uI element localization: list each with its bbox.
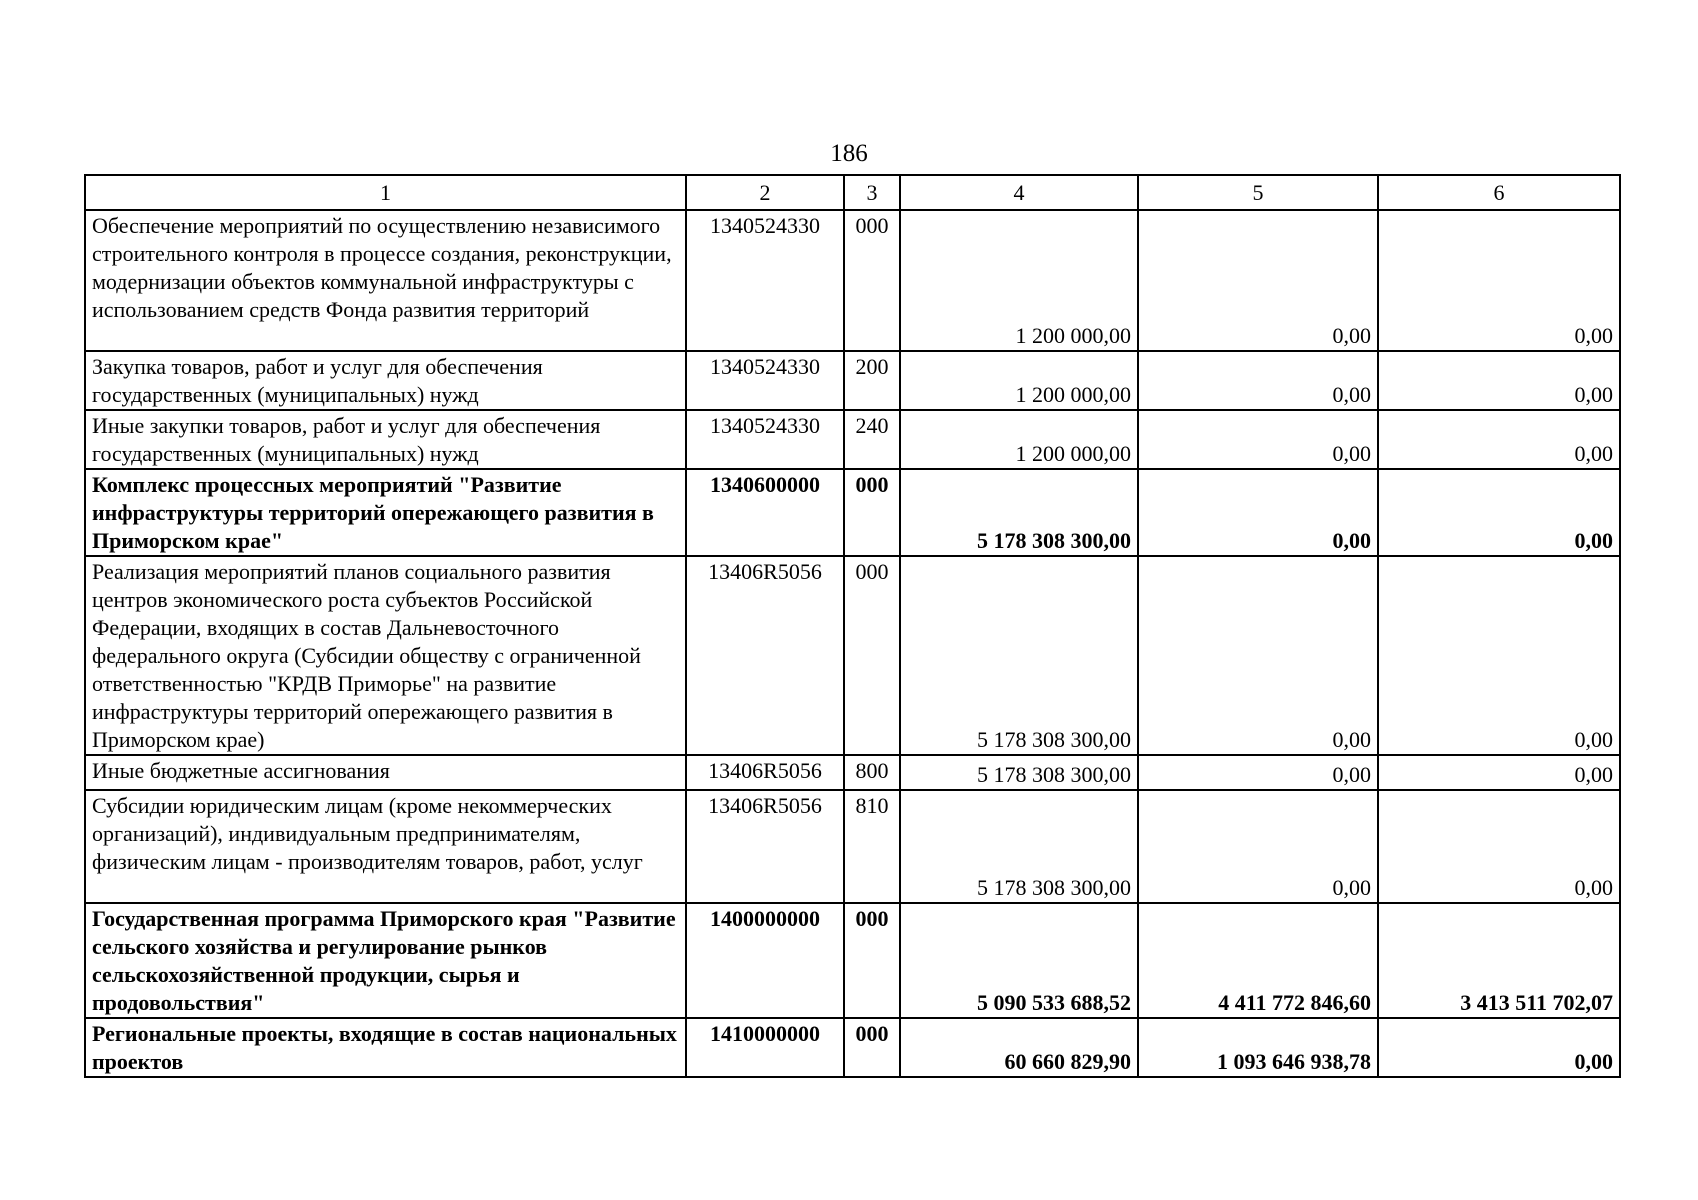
row-name: Закупка товаров, работ и услуг для обеспечения государственных (муниципальных) нужд [85, 351, 686, 410]
table-row [85, 790, 1620, 903]
row-amount-col4: 5 178 308 300,00 [900, 755, 1138, 790]
column-header-6: 6 [1378, 175, 1620, 210]
row-name: Комплекс процессных мероприятий "Развитие инфраструктуры территорий опережающего развития в Приморском крае" [85, 469, 686, 556]
row-amount-col5: 4 411 772 846,60 [1138, 903, 1378, 1018]
row-expense-type: 000 [844, 556, 900, 755]
row-name: Обеспечение мероприятий по осуществлению независимого строительного контроля в процессе создания, реконструкции, модернизации объектов коммунальной инфраструктуры с использованием средств Фонда развития территорий [85, 210, 686, 351]
row-target-code: 1340524330 [686, 410, 844, 469]
row-target-code: 1340524330 [686, 210, 844, 351]
column-header-4: 4 [900, 175, 1138, 210]
row-target-code: 13406R5056 [686, 755, 844, 790]
row-amount-col4: 1 200 000,00 [900, 210, 1138, 351]
row-target-code: 1410000000 [686, 1018, 844, 1077]
table-row [85, 755, 1620, 790]
row-amount-col5: 0,00 [1138, 790, 1378, 903]
row-amount-col4: 60 660 829,90 [900, 1018, 1138, 1077]
row-expense-type: 200 [844, 351, 900, 410]
row-target-code: 1340600000 [686, 469, 844, 556]
page-number: 186 [830, 140, 868, 167]
table-row [85, 351, 1620, 410]
column-header-1: 1 [85, 175, 686, 210]
row-name: Региональные проекты, входящие в состав национальных проектов [85, 1018, 686, 1077]
row-expense-type: 000 [844, 210, 900, 351]
row-name: Государственная программа Приморского края "Развитие сельского хозяйства и регулирование рынков сельскохозяйственной продукции, сырья и продовольствия" [85, 903, 686, 1018]
row-amount-col4: 1 200 000,00 [900, 410, 1138, 469]
row-expense-type: 800 [844, 755, 900, 790]
row-amount-col4: 5 090 533 688,52 [900, 903, 1138, 1018]
row-amount-col5: 0,00 [1138, 469, 1378, 556]
row-amount-col5: 0,00 [1138, 556, 1378, 755]
row-expense-type: 810 [844, 790, 900, 903]
row-target-code: 13406R5056 [686, 556, 844, 755]
table-row [85, 410, 1620, 469]
row-name: Иные бюджетные ассигнования [85, 755, 686, 790]
column-header-2: 2 [686, 175, 844, 210]
row-amount-col5: 0,00 [1138, 351, 1378, 410]
row-amount-col6: 0,00 [1378, 210, 1620, 351]
row-name: Реализация мероприятий планов социального развития центров экономического роста субъектов Российской Федерации, входящих в состав Дальневосточного федерального округа (Субсидии обществу с ограниченной ответственностью "КРДВ Приморье" на развитие инфраструктуры территорий опережающего развития в Приморском крае) [85, 556, 686, 755]
row-target-code: 1400000000 [686, 903, 844, 1018]
row-amount-col4: 5 178 308 300,00 [900, 556, 1138, 755]
budget-table [84, 174, 1621, 1078]
row-amount-col6: 0,00 [1378, 1018, 1620, 1077]
row-amount-col5: 0,00 [1138, 210, 1378, 351]
row-name: Субсидии юридическим лицам (кроме некоммерческих организаций), индивидуальным предпринимателям, физическим лицам - производителям товаров, работ, услуг [85, 790, 686, 903]
row-amount-col6: 0,00 [1378, 351, 1620, 410]
table-row [85, 1018, 1620, 1077]
row-expense-type: 000 [844, 1018, 900, 1077]
row-amount-col5: 1 093 646 938,78 [1138, 1018, 1378, 1077]
row-name: Иные закупки товаров, работ и услуг для обеспечения государственных (муниципальных) нужд [85, 410, 686, 469]
row-amount-col5: 0,00 [1138, 755, 1378, 790]
row-target-code: 1340524330 [686, 351, 844, 410]
row-amount-col4: 5 178 308 300,00 [900, 469, 1138, 556]
table-header-row [85, 175, 1620, 210]
row-expense-type: 000 [844, 469, 900, 556]
row-amount-col6: 3 413 511 702,07 [1378, 903, 1620, 1018]
table-row [85, 556, 1620, 755]
table-row [85, 903, 1620, 1018]
row-amount-col5: 0,00 [1138, 410, 1378, 469]
row-amount-col4: 5 178 308 300,00 [900, 790, 1138, 903]
column-header-3: 3 [844, 175, 900, 210]
row-expense-type: 000 [844, 903, 900, 1018]
row-target-code: 13406R5056 [686, 790, 844, 903]
row-amount-col6: 0,00 [1378, 790, 1620, 903]
column-header-5: 5 [1138, 175, 1378, 210]
row-amount-col4: 1 200 000,00 [900, 351, 1138, 410]
row-amount-col6: 0,00 [1378, 556, 1620, 755]
row-amount-col6: 0,00 [1378, 469, 1620, 556]
row-amount-col6: 0,00 [1378, 755, 1620, 790]
table-row [85, 210, 1620, 351]
row-amount-col6: 0,00 [1378, 410, 1620, 469]
table-row [85, 469, 1620, 556]
row-expense-type: 240 [844, 410, 900, 469]
